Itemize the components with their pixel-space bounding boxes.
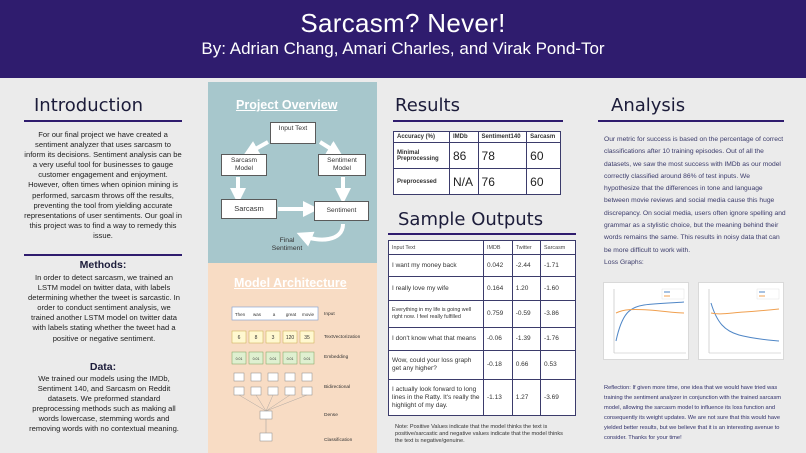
lstm-cell — [251, 373, 261, 381]
sample-text: I don't know what that means — [389, 328, 484, 351]
introduction-text: For our final project we have created a sentiment analyzer that uses sarcasm to inform its decisions. Sentiment analysis can be a very useful tool for businesses to gauge customer engagement and enjoyment. However, often times when opinion mining is performed, sarcasm throws off the results, preventing the tool from yielding accurate representations of user sentiments. Our goal in this project was to find a way to remedy this issue. — [24, 130, 182, 240]
sample-twitter: 1.20 — [512, 277, 540, 301]
sample-row — [389, 328, 576, 351]
sample-outputs-heading: Sample Outputs — [398, 209, 544, 230]
loss-graphs-label: Loss Graphs: — [604, 258, 644, 266]
results-header-cell: Accuracy (%) — [394, 132, 450, 143]
layer-label-textvectorization: TextVectorization — [324, 335, 361, 340]
sample-text: Everything in my life is going well right now. I feel really fulfilled — [389, 301, 484, 328]
results-heading: Results — [395, 95, 460, 116]
sample-sarcasm: -1.71 — [541, 255, 576, 277]
token-id: 120 — [285, 335, 295, 341]
token-id: 3 — [271, 335, 275, 341]
node-sentiment: Sentiment — [314, 201, 369, 221]
reflection-text: Reflection: If given more time, one idea that we would have tried was training the sentiment analyzer in conjunction with the trained sarcasm model, allowing the sarcasm model to influence its loss function and consequently its weight updates. We are not sure that this would have yielded better results, but we believe that it is an interesting avenue to consider. Thanks for your time! — [604, 385, 782, 442]
results-cell: 86 — [450, 143, 479, 169]
layer-label-input: Input — [324, 312, 335, 317]
embedding-value: 0.01 — [269, 357, 277, 361]
lstm-cell — [285, 373, 295, 381]
sample-row — [389, 255, 576, 277]
sample-twitter: 0.66 — [512, 351, 540, 380]
data-heading: Data: — [89, 361, 117, 373]
results-cell: 76 — [478, 169, 527, 195]
results-header-row — [394, 132, 561, 143]
sample-header-cell: Sarcasm — [541, 241, 576, 255]
sample-imdb: 0.042 — [484, 255, 513, 277]
sample-text: I actually look forward to long lines in the Ratty. It's really the highlight of my day. — [389, 380, 484, 416]
sample-sarcasm: 0.53 — [541, 351, 576, 380]
poster-title: Sarcasm? Never! — [300, 8, 506, 38]
embedding-value: 0.01 — [286, 357, 294, 361]
sample-row — [389, 301, 576, 328]
input-token: movie — [301, 312, 315, 317]
sample-sarcasm: -1.76 — [541, 328, 576, 351]
embedding-value: 0.01 — [235, 357, 243, 361]
sample-outputs-note: Note: Positive Values indicate that the model thinks the text is positive/sarcastic and negative values indicate that the model thinks the text is negative/genuine. — [395, 424, 563, 444]
sample-sarcasm: -3.86 — [541, 301, 576, 328]
results-cell: N/A — [450, 169, 479, 195]
lstm-cell — [251, 387, 261, 395]
node-input-text: Input Text — [270, 122, 316, 144]
classification-cell — [260, 433, 272, 441]
lstm-cell — [268, 387, 278, 395]
input-token: Then — [234, 312, 246, 317]
sample-outputs-rule — [388, 233, 576, 235]
sample-sarcasm: -1.60 — [541, 277, 576, 301]
sample-text: I want my money back — [389, 255, 484, 277]
lstm-cell — [268, 373, 278, 381]
sample-imdb: -0.18 — [484, 351, 513, 380]
sample-header-cell: Twitter — [512, 241, 540, 255]
lstm-cell — [302, 373, 312, 381]
sample-imdb: -1.13 — [484, 380, 513, 416]
poster-header — [0, 0, 806, 78]
model-architecture-panel — [208, 263, 377, 453]
results-cell: 60 — [527, 143, 561, 169]
sample-text: I really love my wife — [389, 277, 484, 301]
layer-label-classification: Classification — [324, 438, 353, 443]
connection-line — [256, 395, 266, 411]
results-cell: 78 — [478, 143, 527, 169]
loss-graph-right — [698, 282, 784, 360]
embedding-value: 0.01 — [252, 357, 260, 361]
connection-line — [239, 395, 266, 411]
input-token: great — [285, 312, 297, 317]
layer-label-dense: Dense — [324, 413, 338, 418]
analysis-heading: Analysis — [611, 95, 686, 116]
analysis-rule — [598, 120, 784, 122]
layer-label-embedding: Embedding — [324, 355, 349, 360]
results-header-cell: IMDb — [450, 132, 479, 143]
node-sentiment-model: Sentiment Model — [318, 154, 366, 176]
sample-imdb: 0.759 — [484, 301, 513, 328]
layer-label-bidirectional: Bidirectional — [324, 385, 351, 390]
results-rule — [393, 120, 563, 122]
methods-rule — [24, 254, 182, 256]
sample-text: Wow, could your loss graph get any higher? — [389, 351, 484, 380]
project-overview-panel — [208, 82, 377, 263]
lstm-cell — [234, 373, 244, 381]
sample-row — [389, 351, 576, 380]
sample-outputs-table — [388, 240, 576, 416]
results-header-cell: Sentiment140 — [478, 132, 527, 143]
results-row — [394, 143, 561, 169]
methods-text: In order to detect sarcasm, we trained an LSTM model on twitter data, with labels determining whether the tweet is sarcastic. In order to conduct sentiment analysis, we trained another LSTM model on twitter data with labels stating whether the tweet had a positive or negative sentiment. — [28, 273, 180, 343]
input-token: a — [272, 312, 276, 317]
lstm-cell — [234, 387, 244, 395]
embedding-value: 0.01 — [303, 357, 311, 361]
results-row — [394, 169, 561, 195]
introduction-heading: Introduction — [34, 95, 144, 116]
data-text: We trained our models using the IMDb, Sentiment 140, and Sarcasm on Reddit datasets. We preformed standard preprocessing methods such as making all words lowercase, stemming words and removing words with no contextual meaning. — [29, 374, 179, 434]
results-table — [393, 131, 561, 195]
architecture-svg — [208, 263, 377, 453]
methods-heading: Methods: — [79, 259, 127, 271]
results-cell: 60 — [527, 169, 561, 195]
model-architecture-heading: Model Architecture — [234, 276, 347, 290]
introduction-rule — [24, 120, 182, 122]
sample-imdb: -0.06 — [484, 328, 513, 351]
token-id: 35 — [304, 335, 310, 341]
sample-twitter: -1.39 — [512, 328, 540, 351]
sample-row — [389, 277, 576, 301]
sample-header-cell: IMDB — [484, 241, 513, 255]
node-sarcasm-model: Sarcasm Model — [221, 154, 267, 176]
sample-header-cell: Input Text — [389, 241, 484, 255]
input-token: was — [252, 312, 262, 317]
token-id: 8 — [254, 335, 258, 341]
loss-graph-right-plot — [699, 283, 785, 361]
loss-graph-left-plot — [604, 283, 690, 361]
node-final-sentiment: Final Sentiment — [271, 237, 303, 252]
sample-sarcasm: -3.69 — [541, 380, 576, 416]
sample-imdb: 0.164 — [484, 277, 513, 301]
sample-row — [389, 380, 576, 416]
project-overview-heading: Project Overview — [236, 98, 338, 112]
results-row-label: Minimal Preprocessing — [394, 143, 450, 169]
sample-header-row — [389, 241, 576, 255]
lstm-cell — [285, 387, 295, 395]
sample-twitter: -0.59 — [512, 301, 540, 328]
results-row-label: Preprocessed — [394, 169, 450, 195]
poster-authors: By: Adrian Chang, Amari Charles, and Virak Pond-Tor — [201, 39, 605, 58]
analysis-text — [604, 134, 786, 269]
loss-graph-left — [603, 282, 689, 360]
sample-twitter: 1.27 — [512, 380, 540, 416]
token-id: 6 — [237, 335, 241, 341]
dense-cell — [260, 411, 272, 419]
node-sarcasm: Sarcasm — [221, 199, 277, 219]
results-header-cell: Sarcasm — [527, 132, 561, 143]
analysis-body: Our metric for success is based on the percentage of correct classifications after 10 training episodes. Out of all the datasets, we saw the most success with IMDb as our model correctly classified around 86% of test inputs. We hypothesize that the differences in tone and language between movie reviews and social media cause this huge discrepancy. On social media, users often ignore spelling and grammar as a stylistic choice, but the meaning behind their words remains the same. This results in noisy data that can be more difficult to work with. — [604, 136, 786, 254]
lstm-cell — [302, 387, 312, 395]
sample-twitter: -2.44 — [512, 255, 540, 277]
